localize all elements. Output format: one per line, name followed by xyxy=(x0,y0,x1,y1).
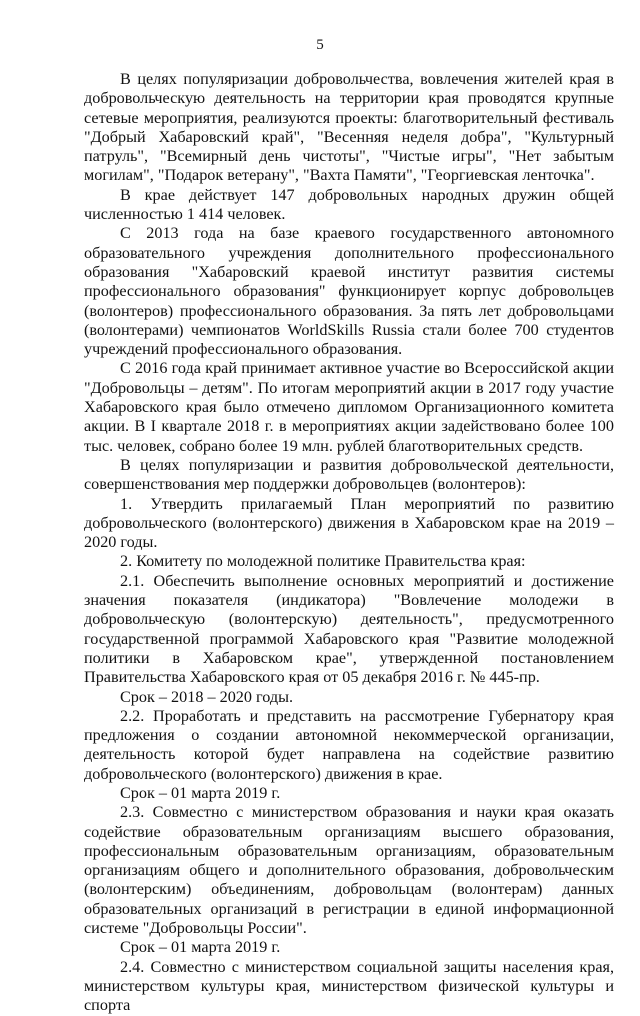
paragraph-item-1: 1. Утвердить прилагаемый План мероприятий по развитию добровольческого (волонтерского) движения в Хабаровском крае на 2019 – 2020 годы. xyxy=(84,494,614,552)
paragraph-action-volunteers-children: С 2016 года край принимает активное участие во Всероссийской акции "Добровольцы – детям". По итогам мероприятий акции в 2017 году участие Хабаровского края было отмечено дипломом Организационного комитета акции. В I квартале 2018 г. в мероприятиях акции задействовано более 100 тыс. человек, собрано более 19 млн. рублей благотворительных средств. xyxy=(84,359,614,455)
paragraph-volunteer-corps: С 2013 года на базе краевого государственного автономного образовательного учреждения дополнительного профессионального образования "Хабаровский краевой институт развития системы профессионального образования" функционирует корпус добровольцев (волонтеров) профессионального образования. За пять лет добровольцами (волонтерами) чемпионатов WorldSkills Russia стали более 700 студентов учреждений профессионального образования. xyxy=(84,224,614,359)
paragraph-item-2-3: 2.3. Совместно с министерством образования и науки края оказать содействие образовательным организациям высшего образования, профессиональным образовательным организациям, образовательным организациям общего и дополнительного образования, добровольческим (волонтерским) объединениям, добровольцам (волонтерам) данных образовательных организаций в регистрации в единой информационной системе "Добровольцы России". xyxy=(84,803,614,938)
page-number: 5 xyxy=(316,37,324,53)
paragraph-deadline-2-3: Срок – 01 марта 2019 г. xyxy=(120,938,281,957)
paragraph-purpose: В целях популяризации и развития добровольческой деятельности, совершенствования мер поддержки добровольцев (волонтеров): xyxy=(84,455,614,494)
paragraph-item-2: 2. Комитету по молодежной политике Правительства края: xyxy=(120,552,526,571)
paragraph-druzhiny: В крае действует 147 добровольных народных дружин общей численностью 1 414 человек. xyxy=(84,185,614,224)
paragraph-popularization: В целях популяризации добровольчества, вовлечения жителей края в добровольческую деятельность на территории края проводятся крупные сетевые мероприятия, реализуются проекты: благотворительный фестиваль "Добрый Хабаровский край", "Весенняя неделя добра", "Культурный патруль", "Всемирный день чистоты", "Чистые игры", "Нет забытым могилам", "Подарок ветерану", "Вахта Памяти", "Георгиевская ленточка". xyxy=(84,70,614,185)
paragraph-item-2-2: 2.2. Проработать и представить на рассмотрение Губернатору края предложения о создании автономной некоммерческой организации, деятельность которой будет направлена на содействие развитию добровольческого (волонтерского) движения в крае. xyxy=(84,706,614,783)
paragraph-item-2-4: 2.4. Совместно с министерством социальной защиты населения края, министерством культуры края, министерством физической культуры и спорта xyxy=(84,957,614,1015)
paragraph-deadline-2-2: Срок – 01 марта 2019 г. xyxy=(120,783,281,802)
document-body xyxy=(84,70,614,1016)
paragraph-deadline-2-1: Срок – 2018 – 2020 годы. xyxy=(120,687,294,706)
paragraph-item-2-1: 2.1. Обеспечить выполнение основных мероприятий и достижение значения показателя (индикатора) "Вовлечение молодежи в добровольческую (волонтерскую) деятельность", предусмотренного государственной программой Хабаровского края "Развитие молодежной политики в Хабаровском крае", утвержденной постановлением Правительства Хабаровского края от 05 декабря 2016 г. № 445-пр. xyxy=(84,571,614,687)
